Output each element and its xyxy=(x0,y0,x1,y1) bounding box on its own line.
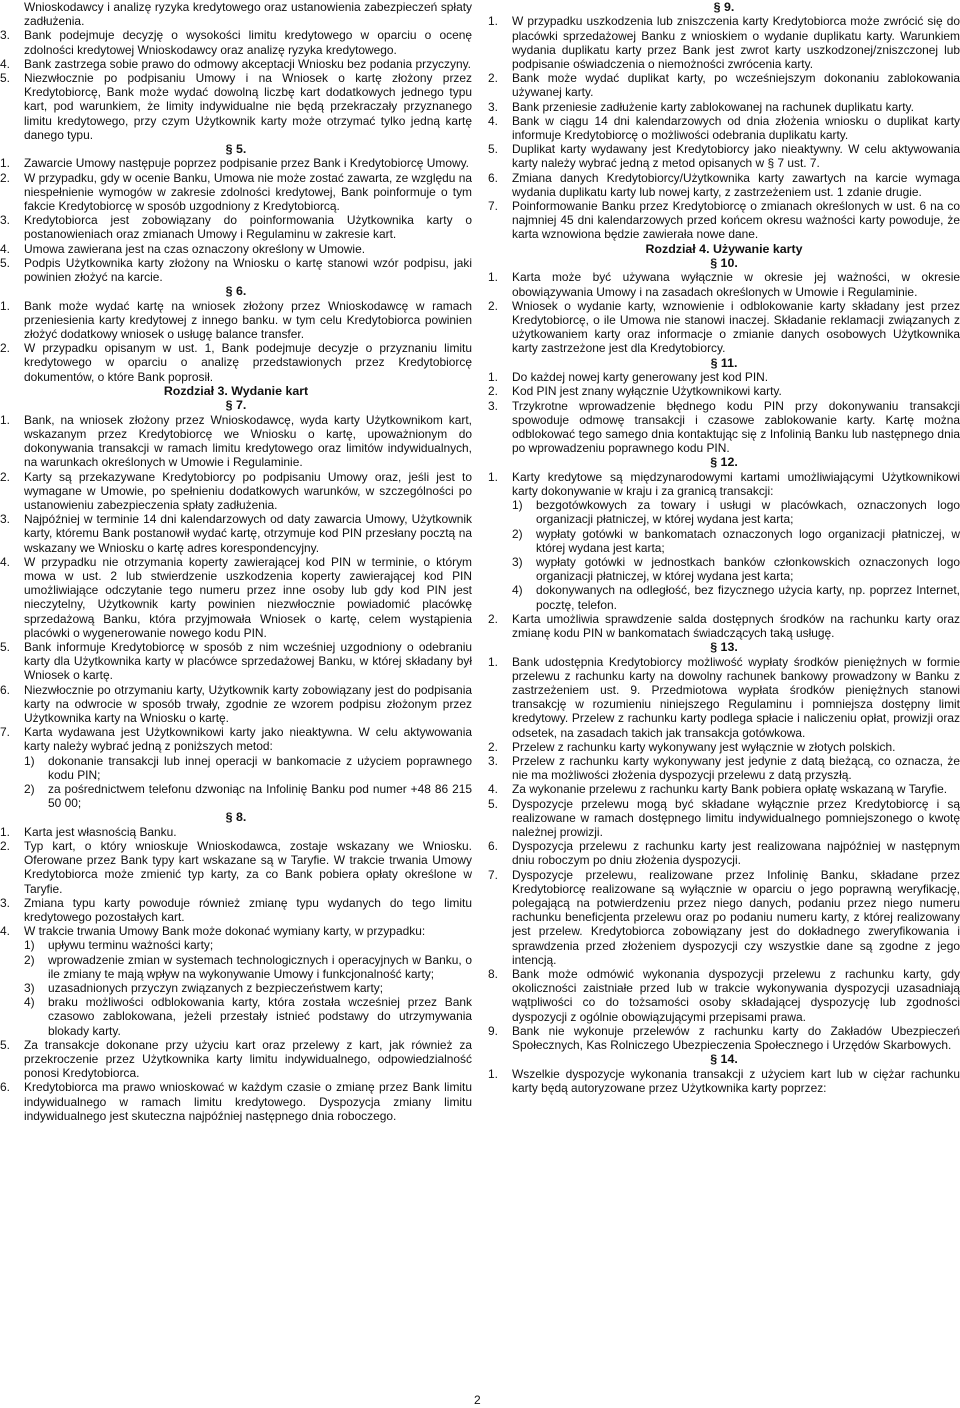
item-text: Wnioskodawcy i analizę ryzyka kredytowego oraz ustanowienia zabezpieczeń spłaty zadłużenia. xyxy=(24,0,472,29)
item-text: Karta umożliwia sprawdzenie salda dostępnych środków na rachunku karty oraz zmianę kodu PIN w bankomatach świadczących taką usługę. xyxy=(512,611,960,640)
item-text: wypłaty gotówki w bankomatach oznaczonych logo organizacji płatniczej, w której wydana jest karta; xyxy=(536,526,960,555)
list-item xyxy=(488,967,960,1024)
list-item xyxy=(488,114,960,142)
item-number: 1. xyxy=(488,469,498,484)
item-text: Karta może być używana wyłącznie w okresie jej ważności, w okresie obowiązywania Umowy i na zasadach określonych w Umowie i Regulaminie. xyxy=(512,270,960,299)
item-number: 6. xyxy=(488,170,498,185)
item-number: 2. xyxy=(488,298,498,313)
item-number: 2) xyxy=(24,781,35,796)
section-heading: § 9. xyxy=(713,0,735,14)
list-item xyxy=(488,868,960,967)
item-text: Bank może wydać kartę na wniosek złożony przez Wnioskodawcę w ramach przeniesienia karty kredytowej z innego banku. w tym celu Kredytobiorca powinien złożyć dodatkowy wniosek o usługę balance transfer. xyxy=(24,298,472,342)
list-item xyxy=(0,1080,472,1123)
item-number: 5. xyxy=(488,796,498,811)
list-item xyxy=(0,341,472,384)
item-number: 1. xyxy=(0,412,10,427)
item-number: 6. xyxy=(0,682,10,697)
item-text: Kod PIN jest znany wyłącznie Użytkownikowi karty. xyxy=(512,384,782,399)
list-item xyxy=(0,0,472,28)
list-item xyxy=(0,299,472,342)
section-heading: § 13. xyxy=(710,640,738,655)
item-text: Za wykonanie przelewu z rachunku karty Bank pobiera opłatę wskazaną w Taryfie. xyxy=(512,782,948,797)
item-number: 2. xyxy=(0,839,10,853)
list-item xyxy=(488,655,960,740)
item-number: 4) xyxy=(512,583,523,598)
item-number: 1. xyxy=(488,1066,498,1081)
item-number: 6. xyxy=(0,1080,10,1095)
list-item xyxy=(488,1067,960,1095)
item-number xyxy=(0,0,24,28)
list-item xyxy=(0,470,472,513)
list-item xyxy=(0,1038,472,1081)
item-number: 2. xyxy=(488,739,498,754)
item-text: Dyspozycje przelewu mogą być składane wyłącznie przez Kredytobiorcę i są realizowane w ramach dostępnego limitu indywidualnego pomniejszonego o kwotę należnej prowizji. xyxy=(512,796,960,839)
list-item xyxy=(0,28,472,56)
item-text: Bank nie wykonuje przelewów z rachunku karty do Zakładów Ubezpieczeń Społecznych, Kas Rolniczego Ubezpieczenia Społecznego i Urzędów Skarbowych. xyxy=(512,1023,960,1053)
item-number: 3. xyxy=(488,753,498,768)
item-text: Zmiana typu karty powoduje również zmianę typu wydanych do tego limitu kredytowego pozostałych kart. xyxy=(24,895,472,925)
item-number: 1) xyxy=(24,938,35,953)
item-text: Za transakcje dokonane przy użyciu kart oraz przelewy z kart, jak również za przekroczenie przez Użytkownika karty limitu indywidualnego, odpowiedzialność ponosi Kredytobiorca. xyxy=(24,1037,472,1081)
list-item xyxy=(488,299,960,356)
item-number: 1. xyxy=(0,156,10,171)
item-number: 1. xyxy=(488,270,498,285)
list-item xyxy=(488,470,960,498)
item-number: 7. xyxy=(0,725,10,740)
item-text: Przelew z rachunku karty wykonywany jest wyłącznie w złotych polskich. xyxy=(512,739,896,754)
list-item xyxy=(488,740,960,754)
item-text: Bank informuje Kredytobiorcę w sposób z nim wcześniej uzgodniony o odebraniu karty dla Użytkownika karty w placówce sprzedażowej Banku, w której składany był Wniosek o kartę. xyxy=(24,639,472,683)
item-text: Przelew z rachunku karty wykonywany jest jedynie z datą bieżącą, co oznacza, że nie ma możliwości złożenia dyspozycji przelewu z datą przyszłą. xyxy=(512,753,960,783)
list-item xyxy=(488,100,960,114)
item-text: Bank podejmuje decyzję o wysokości limitu kredytowego w oparciu o ocenę zdolności kredytowej Wnioskodawcy oraz analizę ryzyka kredytowego. xyxy=(24,28,472,57)
item-text: Bank przeniesie zadłużenie karty zablokowanej na rachunek duplikatu karty. xyxy=(512,99,914,114)
item-text: Karta jest własnością Banku. xyxy=(24,824,177,839)
section-heading: § 14. xyxy=(710,1052,738,1067)
item-number: 4) xyxy=(24,995,35,1010)
sub-list-item xyxy=(512,555,960,583)
item-number: 4. xyxy=(488,113,498,128)
item-number: 7. xyxy=(488,867,498,882)
item-text: Do każdej nowej karty generowany jest kod PIN. xyxy=(512,370,769,385)
item-text: upływu terminu ważności karty; xyxy=(48,938,214,953)
list-item xyxy=(488,797,960,840)
list-item xyxy=(488,612,960,640)
item-text: Najpóźniej w terminie 14 dni kalendarzowych od daty zawarcia Umowy, Użytkownik karty, któremu Bank postanowił wydać kartę, otrzymuje kod PIN przesłany pocztą na wskazany we Wniosku o kartę adres korespondencyjny. xyxy=(24,512,472,555)
item-text: Kredytobiorca ma prawo wnioskować w każdym czasie o zmianę przez Bank limitu indywidualnego w ramach limitu kredytowego. Dyspozycja zmiany limitu indywidualnego jest skuteczna najpóźniej następnego dnia roboczego. xyxy=(24,1080,472,1123)
list-item xyxy=(0,640,472,683)
item-text: dokonanie transakcji lub innej operacji w bankomacie z użyciem poprawnego kodu PIN; xyxy=(48,753,472,782)
sub-list-item xyxy=(24,953,472,981)
item-number: 3. xyxy=(0,213,10,228)
section-heading: § 7. xyxy=(225,398,247,413)
section-heading: § 11. xyxy=(710,355,738,370)
item-text: Dyspozycje przelewu, realizowane przez Infolinię Banku, składane przez Kredytobiorcę realizowane są wyłącznie w oparciu o jego poprawną weryfikację, polegającą na potwierdzeniu przez niego danych, podaniu przez niego numeru rachunku beneficjenta przelewu oraz po podaniu numeru karty, z której realizowany jest przelew. Kredytobiorca zobowiązany jest do dokładnego zweryfikowania i sprawdzenia przed złożeniem dyspozycji czy wszystkie dane są zgodne z jego intencją. xyxy=(512,867,960,967)
item-number: 3) xyxy=(512,554,523,569)
item-text: Typ kart, o który wnioskuje Wnioskodawca, zostaje wskazany we Wniosku. Oferowane przez Bank typy kart wskazane są w Taryfie. W trakcie trwania Umowy Kredytobiorca może zmienić typ karty, za co Bank pobiera opłaty określone w Taryfie. xyxy=(24,839,472,896)
item-text: W przypadku nie otrzymania koperty zawierającej kod PIN w terminie, o którym mowa w ust. 2 lub stwierdzenie uszkodzenia koperty zawierającej kod PIN umożliwiające odczytanie tego numeru przez inne osoby lub gdy kod PIN jest nieczytelny, Użytkownik karty powinien niezwłocznie powiadomić placówkę sprzedażową Banku, która przyjmowała Wniosek o kartę, celem wystąpienia placówki o wygenerowanie nowego kodu PIN. xyxy=(24,554,472,640)
item-number: 5. xyxy=(0,1037,10,1052)
item-text: Zawarcie Umowy następuje poprzez podpisanie przez Bank i Kredytobiorcę Umowy. xyxy=(24,156,469,171)
item-text: Dyspozycja przelewu z rachunku karty jest realizowana najpóźniej w następnym dniu roboczym po dniu złożenia dyspozycji. xyxy=(512,839,960,868)
item-number: 1) xyxy=(512,498,523,513)
list-item xyxy=(0,896,472,924)
item-text: W przypadku opisanym w ust. 1, Bank podejmuje decyzje o przyznaniu limitu kredytowego w oparciu o analizę przedstawionych przez Kredytobiorcę dokumentów, o które Bank poprosił. xyxy=(24,341,472,384)
list-item xyxy=(0,156,472,170)
item-number: 8. xyxy=(488,967,498,982)
sub-list-item xyxy=(512,498,960,526)
list-item xyxy=(0,71,472,142)
item-number: 2. xyxy=(488,611,498,626)
item-number: 3. xyxy=(0,512,10,527)
sub-list-item xyxy=(24,938,472,952)
section-heading: § 10. xyxy=(710,256,738,271)
item-text: W trakcie trwania Umowy Bank może dokonać wymiany karty, w przypadku: xyxy=(24,924,426,939)
item-number: 4. xyxy=(0,554,10,569)
item-number: 4. xyxy=(0,241,10,256)
item-number: 1. xyxy=(488,370,498,385)
list-item xyxy=(488,171,960,199)
page-number: 2 xyxy=(474,1393,481,1407)
item-text: bezgotówkowych za towary i usługi w placówkach, oznaczonych logo organizacji płatniczej, w której wydana jest karta; xyxy=(536,498,960,527)
item-number: 3. xyxy=(0,28,10,43)
item-text: Karty są przekazywane Kredytobiorcy po podpisaniu Umowy oraz, jeśli jest to wymagane w Umowie, po spełnieniu dodatkowych warunków, w szczególności po ustanowieniu zabezpieczenia spłaty zadłużenia. xyxy=(24,469,472,512)
item-text: W przypadku uszkodzenia lub zniszczenia karty Kredytobiorca może zwrócić się do placówki sprzedażowej Banku z wnioskiem o wydanie duplikatu karty. Warunkiem wydania duplikatu karty przez Bank jest zwrot karty uszkodzonej/zniszczonej lub podpisanie oświadczenia o niemożności zwrócenia karty. xyxy=(512,14,960,72)
list-item xyxy=(488,142,960,170)
item-text: Duplikat karty wydawany jest Kredytobiorcy jako nieaktywny. W celu aktywowania karty należy wybrać jedną z metod opisanych w § 7 ust. 7. xyxy=(512,142,960,171)
item-text: Poinformowanie Banku przez Kredytobiorcę o zmianach określonych w ust. 6 na co najmniej 45 dni kalendarzowych przed końcem okresu ważności karty powoduje, że karta wznowiona będzie zawierała nowe dane. xyxy=(512,199,960,242)
item-text: uzasadnionych przyczyn związanych z bezpieczeństwem karty; xyxy=(48,981,384,996)
item-number: 2. xyxy=(0,469,10,484)
item-number: 4. xyxy=(488,782,498,797)
section-heading: § 8. xyxy=(225,810,247,825)
item-text: Karty kredytowe są międzynarodowymi kartami umożliwiającymi Użytkownikowi karty dokonywanie w kraju i za granicą transakcji: xyxy=(512,469,960,498)
list-item xyxy=(0,683,472,726)
item-text: Bank zastrzega sobie prawo do odmowy akceptacji Wniosku bez podania przyczyny. xyxy=(24,56,471,71)
item-number: 4. xyxy=(0,56,10,71)
right-column xyxy=(488,0,960,1380)
item-text: Kredytobiorca jest zobowiązany do poinformowania Użytkownika karty o postanowieniach oraz zmianach Umowy i Regulaminu w zakresie kart. xyxy=(24,213,472,242)
left-column xyxy=(0,0,472,1395)
item-number: 1. xyxy=(0,824,10,839)
list-item xyxy=(488,1024,960,1052)
sub-list-item xyxy=(24,981,472,995)
list-item xyxy=(488,14,960,71)
item-number: 2) xyxy=(24,952,35,967)
item-number: 2) xyxy=(512,526,523,541)
list-item xyxy=(0,725,472,753)
chapter-heading: Rozdział 3. Wydanie kart xyxy=(163,383,309,398)
item-text: W przypadku, gdy w ocenie Banku, Umowa nie może zostać zawarta, ze względu na niespełnienie wymogów w zakresie zdolności kredytowej, Bank poinformuje o tym fakcie Kredytobiorcę w sposób uzgodniony z Kredytobiorcą. xyxy=(24,170,472,214)
list-item xyxy=(488,199,960,242)
chapter-heading: Rozdział 4. Używanie karty xyxy=(645,241,803,256)
item-text: Umowa zawierana jest na czas oznaczony określony w Umowie. xyxy=(24,241,366,256)
list-item xyxy=(0,57,472,71)
item-number: 9. xyxy=(488,1023,498,1038)
list-item xyxy=(0,924,472,938)
item-text: dokonywanych na odległość, bez fizycznego użycia karty, np. poprzez Internet, pocztę, telefon. xyxy=(536,583,960,612)
sub-list-item xyxy=(512,583,960,611)
item-number: 1. xyxy=(0,298,10,313)
item-text: Wszelkie dyspozycje wykonania transakcji z użyciem kart lub w ciężar rachunku karty będą autoryzowane przez Użytkownika karty poprzez: xyxy=(512,1066,960,1095)
list-item xyxy=(488,71,960,99)
list-item xyxy=(0,512,472,555)
item-number: 5. xyxy=(488,142,498,157)
item-number: 2. xyxy=(488,71,498,86)
item-number: 5. xyxy=(0,255,10,270)
list-item xyxy=(0,555,472,640)
item-text: Bank może odmówić wykonania dyspozycji przelewu z rachunku karty, gdy okoliczności zaistniałe przed lub w trakcie wykonywania dyspozycji uzasadniają wątpliwości co do tożsamości osoby składającej dyspozycję lub zgodności dyspozycji z ogólnie obowiązującymi przepisami prawa. xyxy=(512,967,960,1024)
list-item xyxy=(488,399,960,456)
item-text: wprowadzenie zmian w systemach technologicznych i operacyjnych w Banku, o ile zmiany te mają wpływ na wykonywanie Umowy i funkcjonalność karty; xyxy=(48,952,472,981)
item-text: za pośrednictwem telefonu dzwoniąc na Infolinię Banku pod numer +48 86 215 50 00; xyxy=(48,781,472,811)
item-number: 2. xyxy=(488,384,498,399)
list-item xyxy=(0,213,472,241)
item-number: 3) xyxy=(24,981,35,996)
item-text: Trzykrotne wprowadzenie błędnego kodu PIN przy dokonywaniu transakcji spowoduje odmowę transakcji i czasowe zablokowanie karty. Kartę można odblokować tego samego dnia kontaktując się z Infolinią Banku lub następnego dnia po wprowadzeniu poprawnego kodu PIN. xyxy=(512,398,960,456)
list-item xyxy=(488,754,960,782)
sub-list-item xyxy=(24,782,472,810)
list-item xyxy=(0,413,472,470)
list-item xyxy=(488,270,960,298)
item-number: 2. xyxy=(0,341,10,356)
item-text: Niezwłocznie po podpisaniu Umowy i na Wniosek o kartę złożony przez Kredytobiorcę, Bank może wydać dowolną liczbę kart dodatkowych jednego typu kart, pod warunkiem, że limity indywidualne nie będą przekraczały przyznanego limitu kredytowego, przy czym Użytkownik karty może otrzymać tylko jedną kartę danego typu. xyxy=(24,71,472,142)
sub-list-item xyxy=(24,754,472,782)
item-text: Zmiana danych Kredytobiorcy/Użytkownika karty zawartych na karcie wymaga wydania duplikatu karty lub nowej karty, z zastrzeżeniem ust. 1 zdanie drugie. xyxy=(512,170,960,199)
item-number: 4. xyxy=(0,924,10,939)
item-number: 5. xyxy=(0,639,10,654)
item-text: Bank w ciągu 14 dni kalendarzowych od dnia złożenia wniosku o duplikat karty informuje Kredytobiorcę o możliwości odebrania duplikatu karty. xyxy=(512,113,960,143)
item-text: Podpis Użytkownika karty złożony na Wniosku o kartę stanowi wzór podpisu, jaki powinien złożyć na karcie. xyxy=(24,255,472,285)
item-number: 1. xyxy=(488,14,498,29)
list-item xyxy=(0,242,472,256)
item-number: 1. xyxy=(488,654,498,669)
list-item xyxy=(488,839,960,867)
item-number: 3. xyxy=(488,398,498,413)
item-number: 5. xyxy=(0,71,10,86)
item-text: braku możliwości odblokowania karty, która została wcześniej przez Bank czasowo zablokowana, jeżeli przestały istnieć podstawy do utrzymywania blokady karty. xyxy=(48,995,472,1038)
sub-list-item xyxy=(24,995,472,1038)
item-text: Niezwłocznie po otrzymaniu karty, Użytkownik karty zobowiązany jest do podpisania karty na odwrocie w sposób trwały, zgodnie ze wzorem podpisu złożonym przez Użytkownika karty na Wniosku o kartę. xyxy=(24,682,472,725)
item-text: Bank, na wniosek złożony przez Wnioskodawcę, wyda karty Użytkownikom kart, wskazanym przez Kredytobiorcę we Wniosku o kartę, upoważnionym do dokonywania transakcji w ramach limitu kredytowego oraz limitów indywidualnych, na warunkach określonych w Umowie i Regulaminie. xyxy=(24,412,472,470)
list-item xyxy=(488,782,960,796)
section-heading: § 6. xyxy=(225,284,247,299)
list-item xyxy=(488,384,960,398)
item-number: 1) xyxy=(24,753,35,768)
sub-list-item xyxy=(512,527,960,555)
item-text: Karta wydawana jest Użytkownikowi karty jako nieaktywna. W celu aktywowania karty należy wybrać jedną z poniższych metod: xyxy=(24,725,472,754)
list-item xyxy=(0,256,472,284)
section-heading: § 5. xyxy=(225,142,247,157)
item-text: Wniosek o wydanie karty, wznowienie i odblokowanie karty składany jest przez Kredytobiorcę, o ile Umowa nie stanowi inaczej. Składanie reklamacji związanych z użytkowaniem karty oraz informacje o zmianie danych osobowych Użytkownika karty zastrzeżone jest dla Kredytobiorcy. xyxy=(512,298,960,356)
item-number: 7. xyxy=(488,199,498,214)
section-heading: § 12. xyxy=(710,455,738,470)
item-number: 3. xyxy=(488,99,498,114)
list-item xyxy=(0,171,472,214)
item-text: Bank może wydać duplikat karty, po wcześniejszym dokonaniu zablokowania używanej karty. xyxy=(512,71,960,100)
item-text: wypłaty gotówki w jednostkach banków członkowskich oznaczonych logo organizacji płatniczej, w której wydana jest karta; xyxy=(536,554,960,584)
item-number: 2. xyxy=(0,170,10,185)
list-item xyxy=(488,370,960,384)
list-item xyxy=(0,839,472,896)
item-text: Bank udostępnia Kredytobiorcy możliwość wypłaty środków pieniężnych w formie przelewu z rachunku karty na dowolny rachunek bankowy prowadzony w Banku z zastrzeżeniem ust. 9. Przedmiotowa wypłata środków pieniężnych stanowi transakcję w rozumieniu niniejszego Regulaminu i pomniejsza dostępny limit kredytowy. Przelew z rachunku karty podlega spłacie i naliczeniu opłat, prowizji oraz odsetek, na zasadach takich jak transakcja gotówkowa. xyxy=(512,654,960,740)
list-item xyxy=(0,825,472,839)
item-number: 3. xyxy=(0,895,10,910)
item-number: 6. xyxy=(488,839,498,854)
